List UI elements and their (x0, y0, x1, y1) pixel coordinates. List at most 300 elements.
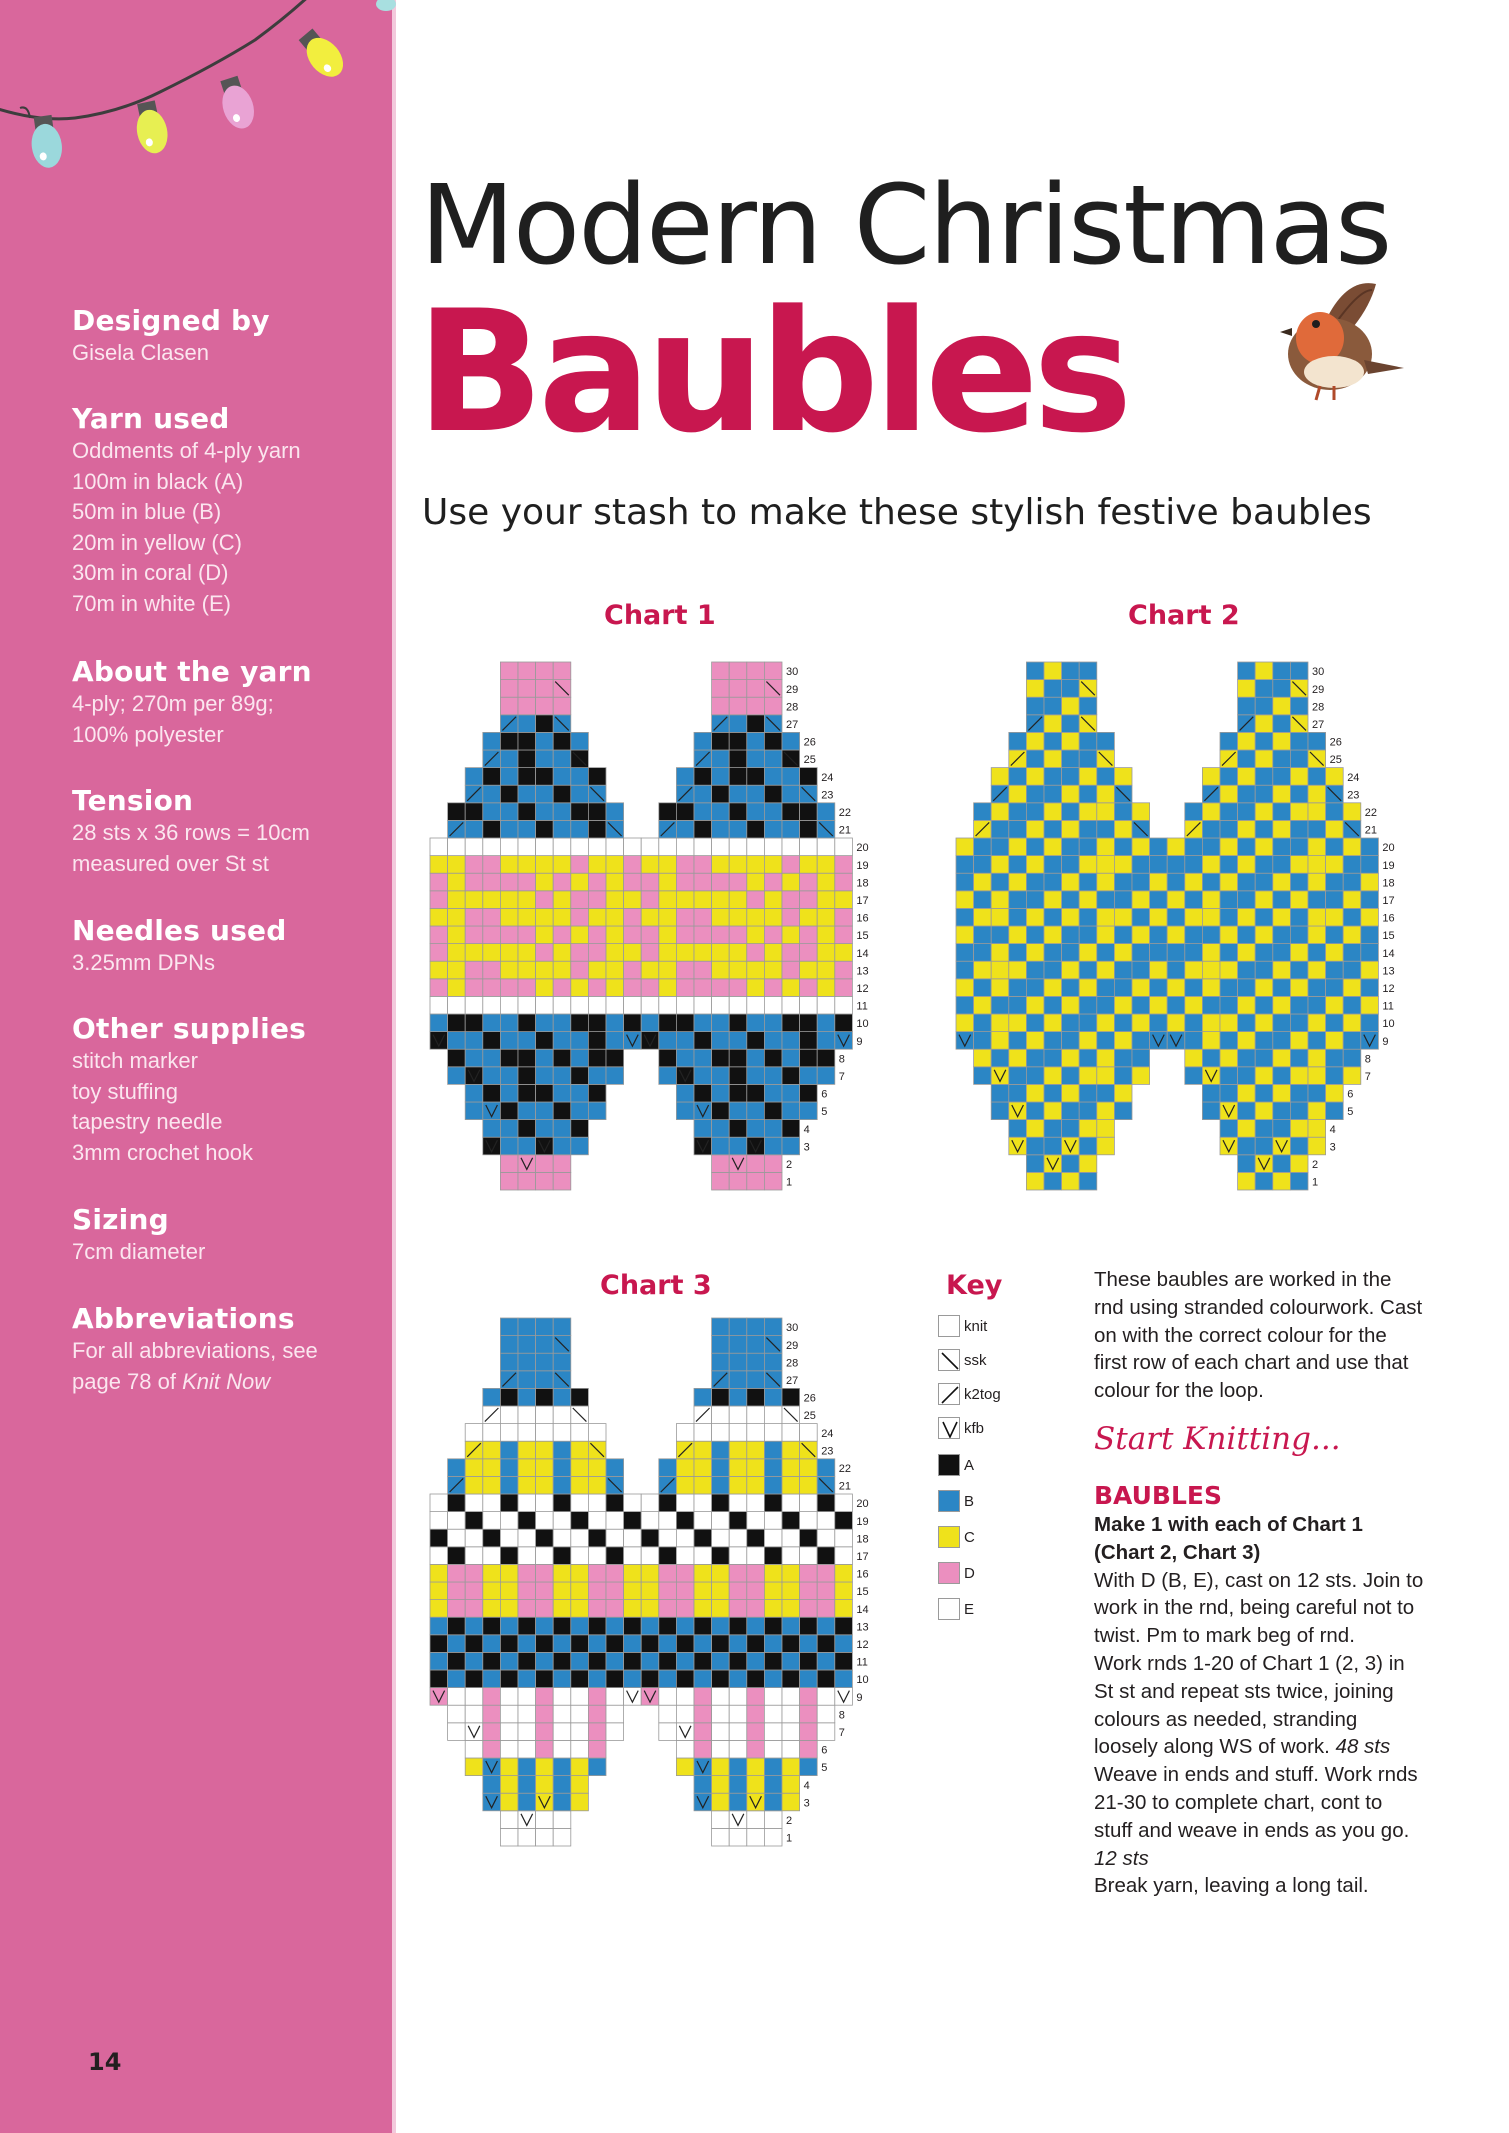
sizing-section (72, 1203, 372, 1268)
chart-cell (764, 1424, 782, 1442)
chart-cell (974, 1032, 992, 1050)
chart-cell (800, 1564, 818, 1582)
chart-cell (800, 1459, 818, 1477)
chart-cell (800, 1688, 818, 1706)
chart-cell (1255, 996, 1273, 1014)
chart-cell (500, 1155, 518, 1173)
chart-cell (800, 1032, 818, 1050)
chart-cell (1114, 1032, 1132, 1050)
chart-cell (729, 732, 747, 750)
chart-cell (448, 1494, 466, 1512)
chart-cell (1097, 1102, 1115, 1120)
chart-cell (571, 996, 589, 1014)
chart-cell (1026, 697, 1044, 715)
chart-cell (553, 1758, 571, 1776)
chart-cell (1273, 856, 1291, 874)
chart-cell (1343, 908, 1361, 926)
chart-cell (817, 908, 835, 926)
section-heading: About the yarn (72, 655, 312, 688)
chart-cell (1009, 1049, 1027, 1067)
chart-cell (1062, 961, 1080, 979)
chart-cell (1026, 820, 1044, 838)
chart-cell (536, 1353, 554, 1371)
chart-cell (729, 785, 747, 803)
chart-cell (1044, 697, 1062, 715)
chart-cell (448, 838, 466, 856)
chart-cell (676, 873, 694, 891)
chart-cell (1114, 961, 1132, 979)
chart-cell (1255, 1014, 1273, 1032)
chart-cell (729, 1388, 747, 1406)
row-number: 20 (856, 1498, 869, 1511)
chart-cell (606, 996, 624, 1014)
chart-cell (782, 979, 800, 997)
chart-cell (1114, 873, 1132, 891)
chart-cell (536, 1441, 554, 1459)
chart-cell (448, 1067, 466, 1085)
chart-cell (747, 838, 765, 856)
chart-cell (747, 891, 765, 909)
chart-cell (465, 1512, 483, 1530)
chart-cell (747, 996, 765, 1014)
chart-cell (465, 1494, 483, 1512)
row-number: 5 (821, 1762, 828, 1775)
chart-cell (465, 1547, 483, 1565)
chart-cell (1062, 697, 1080, 715)
chart-cell (1097, 820, 1115, 838)
chart-cell (747, 1336, 765, 1354)
chart-cell (641, 908, 659, 926)
chart-cell (518, 1388, 536, 1406)
chart-cell (1026, 1137, 1044, 1155)
chart-cell (712, 1705, 730, 1723)
chart-cell (1273, 1155, 1291, 1173)
section-line: stitch marker (72, 1048, 198, 1073)
chart-cell (1273, 944, 1291, 962)
key-item (938, 1561, 1058, 1585)
chart-cell (956, 908, 974, 926)
chart-cell (764, 768, 782, 786)
chart-cell (1185, 979, 1203, 997)
chart-cell (553, 1776, 571, 1794)
section-line: 70m in white (E) (72, 590, 231, 616)
chart-cell (518, 1776, 536, 1794)
chart-cell (571, 1067, 589, 1085)
chart-cell (974, 1049, 992, 1067)
chart-cell (800, 838, 818, 856)
chart-cell (536, 1318, 554, 1336)
chart-cell (764, 1406, 782, 1424)
chart-cell (483, 1635, 501, 1653)
chart-cell (764, 961, 782, 979)
intro-text: These baubles are worked in the rnd using stranded colourwork. Cast on with the correct colour for the first row of each chart and use that colour for the loop. (1094, 1268, 1423, 1403)
chart-cell (1044, 662, 1062, 680)
chart-cell (536, 1564, 554, 1582)
row-number: 15 (1382, 930, 1395, 943)
chart-cell (1273, 926, 1291, 944)
chart-cell (764, 1353, 782, 1371)
chart-cell (782, 1740, 800, 1758)
chart-cell (430, 1014, 448, 1032)
chart-cell (1343, 1067, 1361, 1085)
chart-cell (694, 1067, 712, 1085)
chart-cell (1150, 856, 1168, 874)
chart-cell (817, 1670, 835, 1688)
chart-cell (1062, 944, 1080, 962)
chart-cell (430, 1582, 448, 1600)
chart-cell (1097, 926, 1115, 944)
chart-cell (764, 1635, 782, 1653)
chart-cell (500, 1793, 518, 1811)
chart-cell (712, 1424, 730, 1442)
chart-cell (1167, 873, 1185, 891)
chart-cell (729, 1600, 747, 1618)
chart-cell (694, 820, 712, 838)
chart-cell (729, 680, 747, 698)
chart-cell (571, 1635, 589, 1653)
key-label: A (964, 1456, 975, 1474)
chart-cell (624, 891, 642, 909)
chart-cell (588, 1547, 606, 1565)
chart-cell (483, 1459, 501, 1477)
chart-cell (500, 1740, 518, 1758)
chart-cell (729, 1670, 747, 1688)
chart-cell (553, 820, 571, 838)
chart-cell (448, 1635, 466, 1653)
chart-cell (448, 944, 466, 962)
chart-cell (1202, 820, 1220, 838)
chart-cell (1167, 979, 1185, 997)
chart-cell (500, 1828, 518, 1846)
chart-cell (782, 961, 800, 979)
chart-cell (536, 803, 554, 821)
chart-cell (483, 1388, 501, 1406)
key-label: k2tog (964, 1385, 1001, 1403)
chart-cell (1097, 1120, 1115, 1138)
row-number: 19 (1382, 859, 1395, 872)
chart-cell (1009, 1067, 1027, 1085)
key-label: C (964, 1528, 975, 1546)
chart-cell (800, 1102, 818, 1120)
chart-cell (676, 1459, 694, 1477)
chart-cell (659, 838, 677, 856)
chart-cell (571, 873, 589, 891)
chart-cell (483, 891, 501, 909)
chart-cell (606, 1600, 624, 1618)
chart-cell (500, 891, 518, 909)
row-number: 30 (786, 666, 799, 679)
chart-cell (500, 1652, 518, 1670)
chart-cell (712, 662, 730, 680)
chart-cell (747, 1740, 765, 1758)
chart-cell (641, 1494, 659, 1512)
chart-cell (483, 820, 501, 838)
chart-cell (465, 1670, 483, 1688)
chart-cell (1273, 1172, 1291, 1190)
chart-cell (500, 768, 518, 786)
chart-cell (1009, 856, 1027, 874)
title-top: Modern Christmas (420, 161, 1391, 289)
chart-cell (624, 1547, 642, 1565)
chart-cell (1202, 803, 1220, 821)
chart-cell (1290, 803, 1308, 821)
chart-cell (1238, 1137, 1256, 1155)
chart-cell (974, 908, 992, 926)
chart-cell (729, 1424, 747, 1442)
chart-cell (518, 1793, 536, 1811)
row-number: 11 (1382, 1000, 1394, 1013)
chart-cell (1308, 1067, 1326, 1085)
chart-cell (712, 908, 730, 926)
chart-cell (1238, 732, 1256, 750)
chart-cell (1062, 680, 1080, 698)
chart-cell (747, 750, 765, 768)
row-number: 12 (1382, 983, 1395, 995)
chart-cell (588, 1582, 606, 1600)
chart-cell (553, 1318, 571, 1336)
row-number: 23 (1347, 789, 1360, 802)
chart-cell (1167, 961, 1185, 979)
chart-cell (553, 1793, 571, 1811)
chart-cell (1255, 944, 1273, 962)
chart-cell (1220, 873, 1238, 891)
chart-cell (518, 1564, 536, 1582)
chart-cell (729, 1049, 747, 1067)
chart-cell (1255, 838, 1273, 856)
chart-cell (1290, 838, 1308, 856)
chart-cell (1273, 891, 1291, 909)
chart-cell (1238, 1049, 1256, 1067)
chart-cell (729, 1617, 747, 1635)
chart-cell (500, 1776, 518, 1794)
chart-cell (712, 1172, 730, 1190)
chart-cell (624, 873, 642, 891)
chart-cell (518, 891, 536, 909)
chart-cell (712, 1828, 730, 1846)
row-number: 29 (786, 683, 799, 696)
chart-cell (956, 856, 974, 874)
chart-cell (483, 1547, 501, 1565)
chart-cell (641, 1600, 659, 1618)
chart-cell (1062, 1084, 1080, 1102)
chart-cell (465, 1014, 483, 1032)
chart-cell (500, 1353, 518, 1371)
chart-cell (712, 1336, 730, 1354)
chart-cell (588, 961, 606, 979)
chart-cell (571, 1652, 589, 1670)
chart-cell (712, 750, 730, 768)
chart-cell (729, 1459, 747, 1477)
chart-cell (1132, 908, 1150, 926)
chart-cell (659, 1600, 677, 1618)
chart-cell (518, 1049, 536, 1067)
chart-cell (1079, 1014, 1097, 1032)
chart-cell (676, 1049, 694, 1067)
chart-cell (747, 1494, 765, 1512)
chart-cell (991, 1032, 1009, 1050)
chart-cell (1202, 908, 1220, 926)
chart-cell (764, 996, 782, 1014)
chart-cell (1079, 785, 1097, 803)
chart-cell (571, 1049, 589, 1067)
chart-cell (641, 838, 659, 856)
chart-cell (624, 1617, 642, 1635)
chart-cell (1255, 750, 1273, 768)
chart-cell (1097, 1137, 1115, 1155)
chart-cell (1009, 768, 1027, 786)
chart-cell (588, 979, 606, 997)
chart-cell (835, 1512, 853, 1530)
chart-cell (956, 1014, 974, 1032)
chart-cell (536, 1014, 554, 1032)
chart-cell (1079, 1155, 1097, 1173)
chart-cell (553, 1406, 571, 1424)
chart-cell (712, 1723, 730, 1741)
key-swatch (938, 1383, 960, 1405)
chart-cell (1062, 803, 1080, 821)
chart-cell (553, 1564, 571, 1582)
chart-cell (1150, 961, 1168, 979)
chart-cell (465, 1102, 483, 1120)
chart-cell (518, 1652, 536, 1670)
chart-cell (606, 944, 624, 962)
chart-cell (1273, 873, 1291, 891)
chart-cell (483, 1688, 501, 1706)
chart-cell (1255, 873, 1273, 891)
chart-cell (483, 1740, 501, 1758)
chart-cell (817, 1494, 835, 1512)
section-heading: Abbreviations (72, 1302, 295, 1335)
chart-cell (729, 1102, 747, 1120)
row-number: 12 (856, 983, 869, 995)
chart-cell (1079, 908, 1097, 926)
chart-cell (588, 1049, 606, 1067)
chart-cell (536, 680, 554, 698)
chart-cell (641, 1635, 659, 1653)
key-swatch (938, 1417, 960, 1439)
chart-cell (712, 1617, 730, 1635)
chart-cell (782, 1705, 800, 1723)
chart-cell (1026, 856, 1044, 874)
chart-cell (1255, 820, 1273, 838)
chart-cell (729, 1084, 747, 1102)
chart-cell (800, 856, 818, 874)
chart-cell (465, 856, 483, 874)
chart-cell (764, 1529, 782, 1547)
chart-cell (694, 768, 712, 786)
chart-cell (729, 803, 747, 821)
chart-cell (764, 820, 782, 838)
section-heading: Other supplies (72, 1012, 307, 1045)
chart-cell (712, 803, 730, 821)
chart-cell (817, 891, 835, 909)
chart-cell (747, 1600, 765, 1618)
chart-cell (641, 873, 659, 891)
chart-cell (518, 697, 536, 715)
chart-cell (483, 1120, 501, 1138)
chart-cell (465, 1740, 483, 1758)
chart-cell (536, 1723, 554, 1741)
chart-cell (782, 1582, 800, 1600)
chart-cell (448, 1049, 466, 1067)
chart-cell (518, 1828, 536, 1846)
chart-cell (764, 1670, 782, 1688)
subtitle: Use your stash to make these stylish festive baubles (422, 492, 1372, 533)
chart-cell (500, 1547, 518, 1565)
chart-cell (1343, 856, 1361, 874)
chart-cell (676, 944, 694, 962)
chart-cell (694, 891, 712, 909)
chart-cell (430, 1600, 448, 1618)
chart-3-grid (430, 1318, 890, 1858)
chart-cell (694, 1459, 712, 1477)
chart-cell (1343, 873, 1361, 891)
chart-cell (764, 1014, 782, 1032)
chart-cell (465, 1032, 483, 1050)
chart-cell (835, 1670, 853, 1688)
chart-cell (800, 1705, 818, 1723)
chart-cell (571, 979, 589, 997)
chart-cell (1238, 1084, 1256, 1102)
chart-cell (817, 1705, 835, 1723)
chart-cell (817, 961, 835, 979)
row-number: 25 (803, 1410, 816, 1423)
chart-cell (835, 838, 853, 856)
chart-cell (1308, 908, 1326, 926)
chart-cell (465, 908, 483, 926)
chart-cell (747, 1424, 765, 1442)
chart-cell (729, 1172, 747, 1190)
chart-cell (712, 873, 730, 891)
chart-cell (1044, 1137, 1062, 1155)
chart-cell (1026, 961, 1044, 979)
chart-cell (588, 1600, 606, 1618)
chart-cell (782, 1424, 800, 1442)
chart-cell (817, 873, 835, 891)
chart-cell (553, 1049, 571, 1067)
chart-cell (1062, 1014, 1080, 1032)
chart-cell (518, 856, 536, 874)
chart-cell (1308, 961, 1326, 979)
chart-cell (606, 891, 624, 909)
chart-cell (1185, 803, 1203, 821)
chart-cell (553, 1172, 571, 1190)
chart-cell (1255, 891, 1273, 909)
chart-cell (764, 1155, 782, 1173)
chart-cell (712, 1652, 730, 1670)
key-swatch (938, 1490, 960, 1512)
chart-cell (536, 1336, 554, 1354)
key-item (938, 1453, 1058, 1477)
chart-cell (571, 1032, 589, 1050)
chart-cell (1026, 873, 1044, 891)
chart-cell (1238, 820, 1256, 838)
chart-cell (1044, 820, 1062, 838)
chart-cell (1044, 961, 1062, 979)
chart-cell (500, 1137, 518, 1155)
chart-cell (500, 1318, 518, 1336)
chart-cell (1238, 680, 1256, 698)
chart-cell (1326, 1049, 1344, 1067)
chart-cell (448, 1529, 466, 1547)
chart-cell (747, 1652, 765, 1670)
row-number: 5 (821, 1106, 828, 1119)
chart-cell (817, 1512, 835, 1530)
chart-cell (1308, 1084, 1326, 1102)
chart-cell (588, 1014, 606, 1032)
chart-cell (1220, 1032, 1238, 1050)
chart-cell (518, 873, 536, 891)
